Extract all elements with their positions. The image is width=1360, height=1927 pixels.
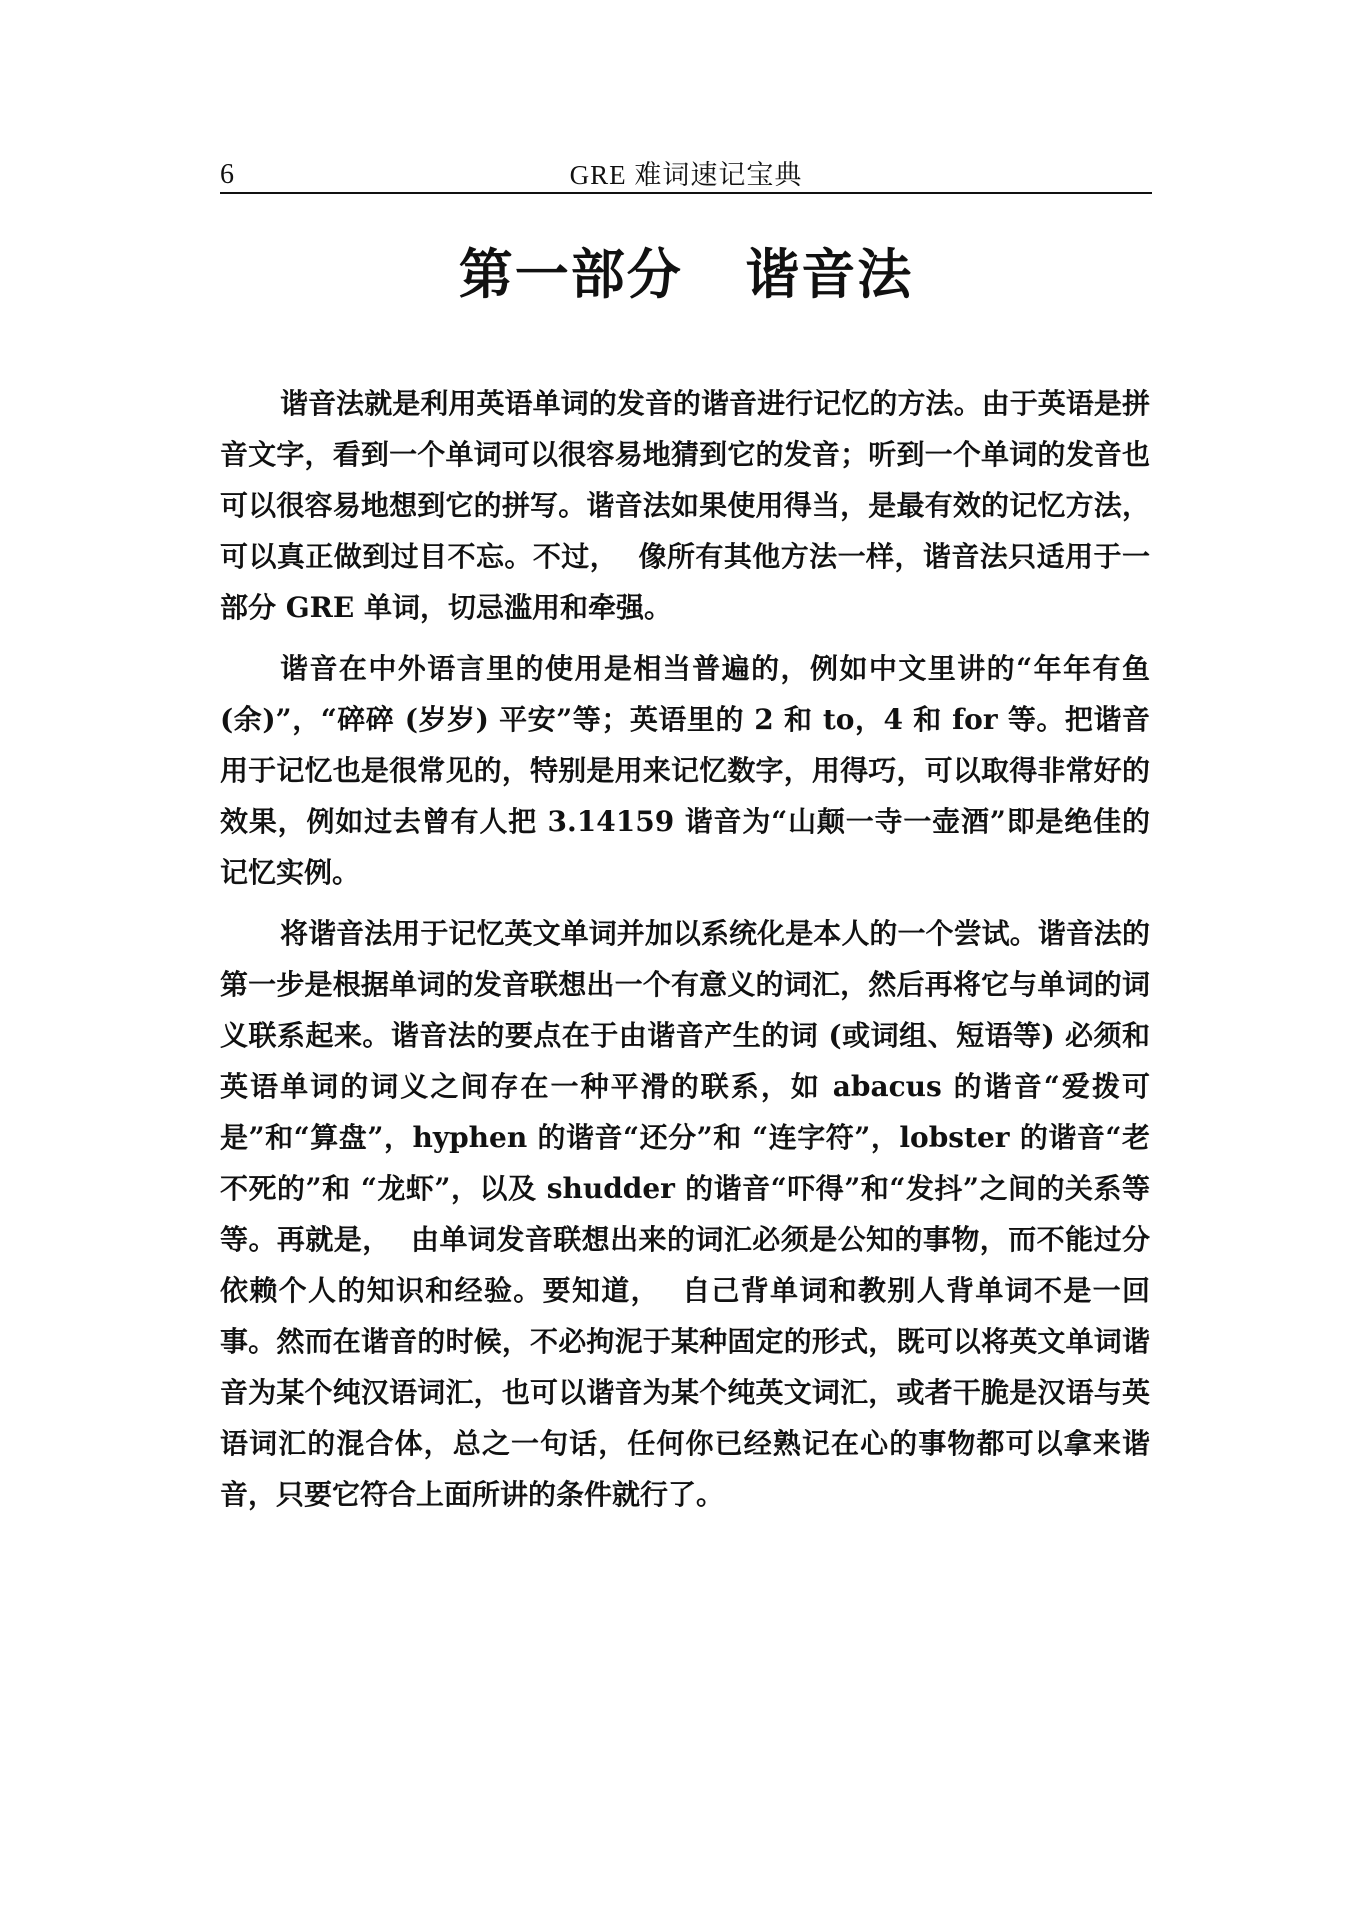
page-header bbox=[220, 158, 1152, 194]
body-text bbox=[220, 378, 1160, 1530]
paragraph-2: 谐音在中外语言里的使用是相当普遍的，例如中文里讲的“年年有鱼 (余)”，“碎碎 (岁岁) 平安”等；英语里的 2 和 to，4 和 for 等。把谐音用于记忆也是很常见的，特别是用来记忆数字，用得巧，可以取得非常好的效果，例如过去曾有人把 3.14159 谐音为“山颠一寺一壶酒”即是绝佳的记忆实例。 bbox=[220, 652, 1160, 889]
paragraph-3: 将谐音法用于记忆英文单词并加以系统化是本人的一个尝试。谐音法的第一步是根据单词的发音联想出一个有意义的词汇，然后再将它与单词的词义联系起来。谐音法的要点在于由谐音产生的词 (或词组、短语等) 必须和英语单词的词义之间存在一种平滑的联系，如 abacus 的谐音“爱拨可是”和“算盘”，hyphen 的谐音“还分”和 “连字符”，lobster 的谐音“老不死的”和 “龙虾”，以及 shudder 的谐音“吓得”和“发抖”之间的关系等等。再就是， 由单词发音联想出来的词汇必须是公知的事物，而不能过分依赖个人的知识和经验。要知道， 自己背单词和教别人背单词不是一回事。然而在谐音的时候，不必拘泥于某种固定的形式，既可以将英文单词谐音为某个纯汉语词汇，也可以谐音为某个纯英文词汇，或者干脆是汉语与英语词汇的混合体，总之一句话，任何你已经熟记在心的事物都可以拿来谐音，只要它符合上面所讲的条件就行了。 bbox=[220, 917, 1150, 1511]
page-number: 6 bbox=[220, 159, 234, 190]
paragraph-1: 谐音法就是利用英语单词的发音的谐音进行记忆的方法。由于英语是拼音文字，看到一个单词可以很容易地猜到它的发音；听到一个单词的发音也可以很容易地想到它的拼写。谐音法如果使用得当，是最有效的记忆方法，可以真正做到过目不忘。不过， 像所有其他方法一样，谐音法只适用于一部分 GRE 单词，切忌滥用和牵强。 bbox=[220, 387, 1150, 624]
chapter-title: 第一部分 谐音法 bbox=[458, 243, 914, 306]
running-title: GRE 难词速记宝典 bbox=[569, 160, 803, 190]
